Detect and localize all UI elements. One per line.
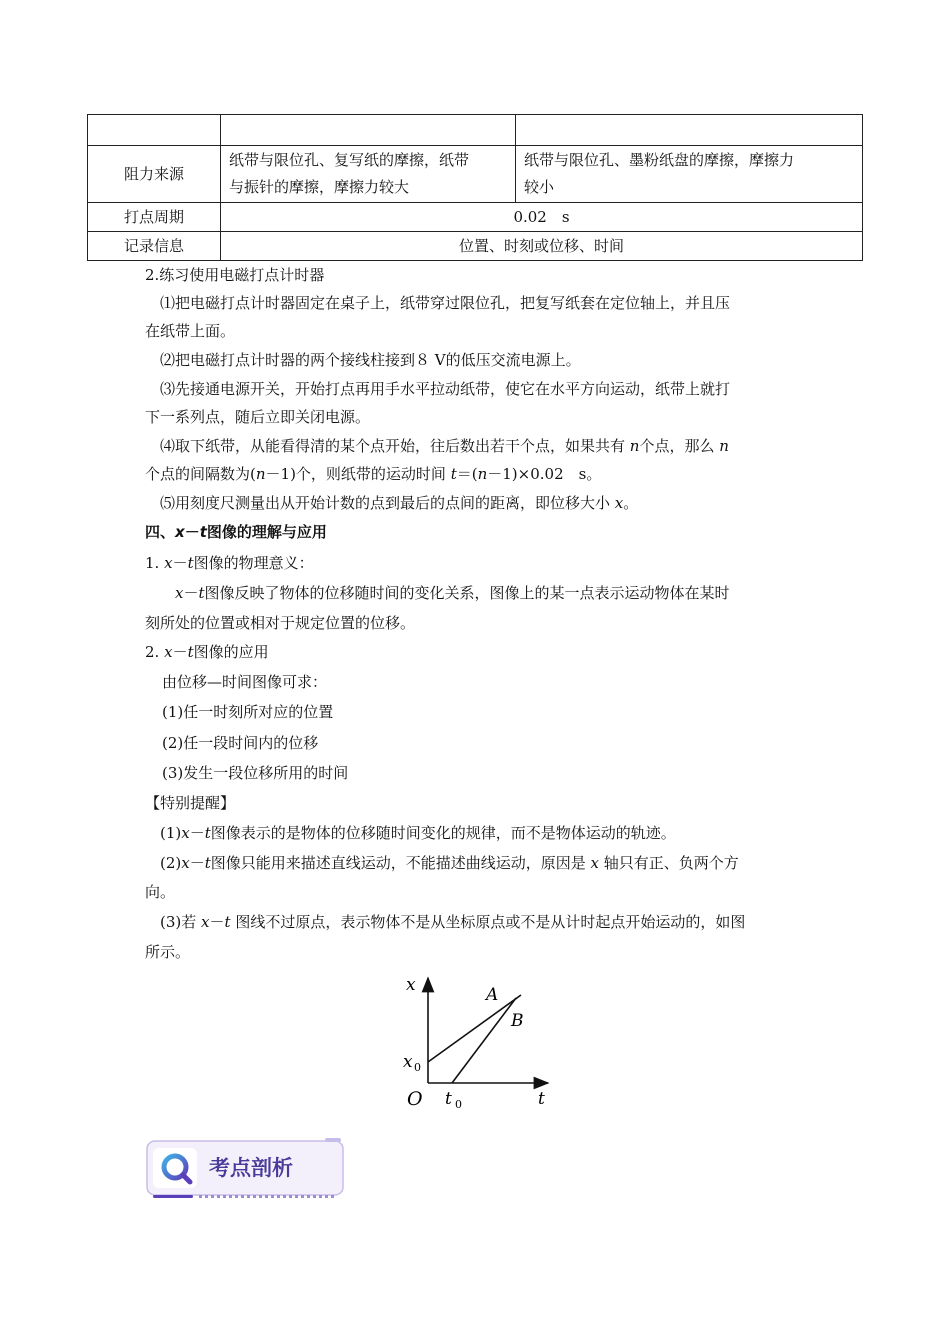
table-cell — [88, 115, 221, 146]
table-cell — [516, 115, 863, 146]
text: － — [209, 913, 225, 931]
text: － — [183, 584, 199, 602]
resistance-electromagnetic — [221, 146, 516, 203]
origin-label: O — [407, 1088, 423, 1110]
var-x: x — [164, 554, 173, 572]
application-item: (2)任一段时间内的位移 — [162, 734, 319, 752]
text: 图线不过原点，表示物体不是从坐标原点或不是从计时起点开始运动的，如图 — [230, 913, 746, 931]
practice-step-3: ⑶先接通电源开关，开始打点再用手水平拉动纸带，使它在水平方向运动，纸带上就打 — [160, 380, 731, 398]
var-t: t — [187, 554, 194, 572]
var-t: t — [198, 584, 205, 602]
note-2-cont: 向。 — [145, 883, 176, 901]
banner-title: 考点剖析 — [209, 1156, 293, 1180]
t0-label: t — [445, 1089, 452, 1109]
text: 图像的物理意义： — [193, 554, 314, 572]
t0-subscript: 0 — [455, 1098, 462, 1111]
table-row — [88, 232, 863, 261]
text: 个点，那么 — [639, 437, 720, 455]
x0-subscript: 0 — [414, 1061, 421, 1074]
practice-step-1: ⑴把电磁打点计时器固定在桌子上，纸带穿过限位孔，把复写纸套在定位轴上，并且压 — [160, 294, 731, 312]
text: 图像反映了物体的位移随时间的变化关系，图像上的某一点表示运动物体在某时 — [204, 584, 730, 602]
record-value: 位置、时刻或位移、时间 — [221, 232, 863, 261]
practice-step-3-cont: 下一系列点，随后立即关闭电源。 — [145, 408, 371, 426]
text: －1)个，则纸带的运动时间 — [265, 465, 451, 483]
meaning-body — [175, 582, 730, 604]
var-x: x — [175, 584, 184, 602]
var-n: n — [477, 465, 488, 483]
table-cell — [221, 115, 516, 146]
xt-graph — [390, 968, 560, 1113]
text: ⑸用刻度尺测量出从开始计数的点到最后的点间的距离，即位移大小 — [160, 494, 615, 512]
section-heading — [145, 521, 327, 543]
var-x: x — [175, 523, 185, 541]
cell-line: 与振针的摩擦，摩擦力较大 — [229, 178, 410, 196]
text: ＝( — [456, 465, 478, 483]
period-value: 0.02 s — [221, 203, 863, 232]
text: 四、 — [145, 523, 176, 541]
text: 图像的理解与应用 — [206, 523, 327, 541]
text: 图像的应用 — [193, 643, 269, 661]
text: ⑷取下纸带，从能看得清的某个点开始，往后数出若干个点，如果共有 — [160, 437, 630, 455]
notes-heading: 【特别提醒】 — [145, 794, 236, 812]
note-1 — [160, 822, 676, 844]
note-2 — [160, 852, 739, 874]
row-label-record: 记录信息 — [88, 232, 221, 261]
text: － — [184, 523, 200, 541]
meaning-body-cont: 刻所处的位置或相对于规定位置的位移。 — [145, 614, 416, 632]
axis-label-t: t — [538, 1089, 545, 1109]
var-t: t — [187, 643, 194, 661]
text: (1) — [160, 824, 182, 842]
timer-comparison-table — [87, 114, 863, 261]
practice-step-1-cont: 在纸带上面。 — [145, 322, 236, 340]
text: (3)若 — [160, 913, 202, 931]
text: 图像表示的是物体的位移随时间变化的规律，而不是物体运动的轨迹。 — [210, 824, 676, 842]
note-3-cont: 所示。 — [145, 943, 191, 961]
text: 个点的间隔数为( — [145, 465, 256, 483]
line-b-label: B — [511, 1011, 524, 1031]
table-row — [88, 115, 863, 146]
practice-step-4 — [160, 435, 729, 457]
var-n: n — [255, 465, 266, 483]
cell-line: 纸带与限位孔、复写纸的摩擦，纸带 — [229, 151, 470, 169]
text: －1)×0.02 s。 — [487, 465, 602, 483]
var-x: x — [181, 824, 190, 842]
text: 。 — [623, 494, 639, 512]
var-x: x — [590, 854, 600, 872]
practice-step-4-cont — [145, 463, 601, 485]
application-intro: 由位移—时间图像可求： — [162, 673, 328, 691]
var-t: t — [204, 824, 211, 842]
application-heading — [145, 641, 269, 663]
text: － — [189, 854, 205, 872]
resistance-spark — [516, 146, 863, 203]
text: 图像只能用来描述直线运动，不能描述曲线运动，原因是 — [210, 854, 591, 872]
var-t: t — [199, 523, 207, 541]
application-item: (3)发生一段位移所用的时间 — [162, 764, 349, 782]
practice-heading: 2.练习使用电磁打点计时器 — [145, 266, 325, 284]
cell-line: 较小 — [524, 178, 555, 196]
line-b — [452, 998, 516, 1083]
text: 轴只有正、负两个方 — [599, 854, 739, 872]
text: － — [189, 824, 205, 842]
text: 1. — [145, 554, 165, 572]
application-item: (1)任一时刻所对应的位置 — [162, 703, 334, 721]
note-3 — [160, 911, 745, 933]
exam-analysis-banner — [145, 1138, 345, 1202]
text: 2. — [145, 643, 165, 661]
var-x: x — [181, 854, 190, 872]
practice-step-5 — [160, 492, 638, 514]
var-t: t — [450, 465, 457, 483]
text: － — [172, 554, 188, 572]
line-a-label: A — [486, 985, 499, 1005]
var-n: n — [719, 437, 729, 455]
var-n: n — [629, 437, 640, 455]
x0-label: x — [403, 1052, 413, 1072]
table-row — [88, 203, 863, 232]
var-x: x — [164, 643, 173, 661]
text: (2) — [160, 854, 182, 872]
row-label-period: 打点周期 — [88, 203, 221, 232]
var-x: x — [201, 913, 210, 931]
cell-line: 纸带与限位孔、墨粉纸盘的摩擦，摩擦力 — [524, 151, 795, 169]
text: － — [172, 643, 188, 661]
meaning-heading — [145, 552, 314, 574]
practice-step-2: ⑵把电磁打点计时器的两个接线柱接到８ V的低压交流电源上。 — [160, 351, 581, 369]
table-row — [88, 146, 863, 203]
axis-label-x: x — [406, 975, 416, 995]
var-x: x — [614, 494, 624, 512]
var-t: t — [204, 854, 211, 872]
row-label-resistance: 阻力来源 — [88, 146, 221, 203]
var-t: t — [224, 913, 231, 931]
